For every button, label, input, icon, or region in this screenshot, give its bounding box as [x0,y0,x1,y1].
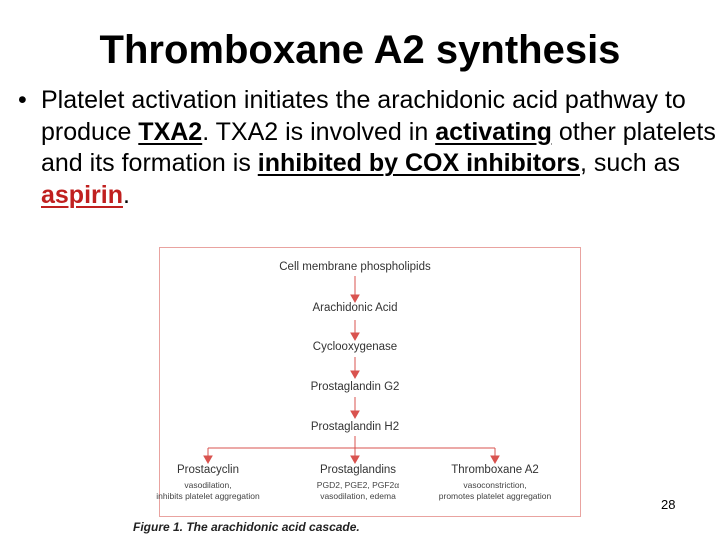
step-cell-membrane: Cell membrane phospholipids [279,261,431,273]
cox-inhibitors-emphasis: inhibited by COX inhibitors [257,149,580,177]
arrow-middle-head [351,456,359,463]
arrow-2-head [351,333,359,340]
arrow-left-head [204,456,212,463]
bullet-paragraph [18,85,718,211]
arachidonic-cascade-figure [156,247,581,517]
bullet-text-part-3: other platelets and its formation is [41,117,716,177]
branch-prostacyclin-line2: inhibits platelet aggregation [156,491,260,501]
branch-prostacyclin-effects [156,480,260,502]
step-prostaglandin-g2: Prostaglandin G2 [310,381,400,393]
branch-prostacyclin-line1: vasodilation, [184,480,232,490]
figure-caption: Figure 1. The arachidonic acid cascade. [133,520,360,534]
aspirin-emphasis: aspirin [41,180,123,209]
branch-prostaglandins-effects [317,480,399,502]
branch-prostaglandins-line2: vasodilation, edema [320,491,396,501]
page-number: 28 [661,497,676,512]
branch-thromboxane-effects [439,480,551,502]
branch-prostaglandins-line1: PGD2, PGE2, PGF2α [316,480,400,490]
bullet-text-part-4: , such as [579,149,681,177]
arrow-right-head [491,456,499,463]
branch-thromboxane-line1: vasoconstriction, [463,480,527,490]
branch-thromboxane-a2: Thromboxane A2 [451,464,539,476]
branch-thromboxane-line2: promotes platelet aggregation [438,491,552,501]
arrow-4-head [351,411,359,418]
branch-prostaglandins: Prostaglandins [319,464,397,476]
step-cyclooxygenase: Cyclooxygenase [312,341,398,353]
bullet-text-part-5: . [122,180,130,209]
bullet-text-part-2: . TXA2 is involved in [202,117,436,146]
step-arachidonic-acid: Arachidonic Acid [312,302,398,314]
txa2-emphasis: TXA2 [138,117,203,146]
branch-prostacyclin: Prostacyclin [177,464,239,476]
bullet-text-part-1: Platelet activation initiates the arachidonic acid pathway to produce [41,86,686,146]
step-prostaglandin-h2: Prostaglandin H2 [310,421,400,433]
arrow-1-head [351,295,359,302]
activating-emphasis: activating [435,117,552,146]
slide-title: Thromboxane A2 synthesis [99,28,621,72]
arrow-3-head [351,371,359,378]
bullet-text [41,85,718,211]
bullet-icon: • [18,86,27,114]
